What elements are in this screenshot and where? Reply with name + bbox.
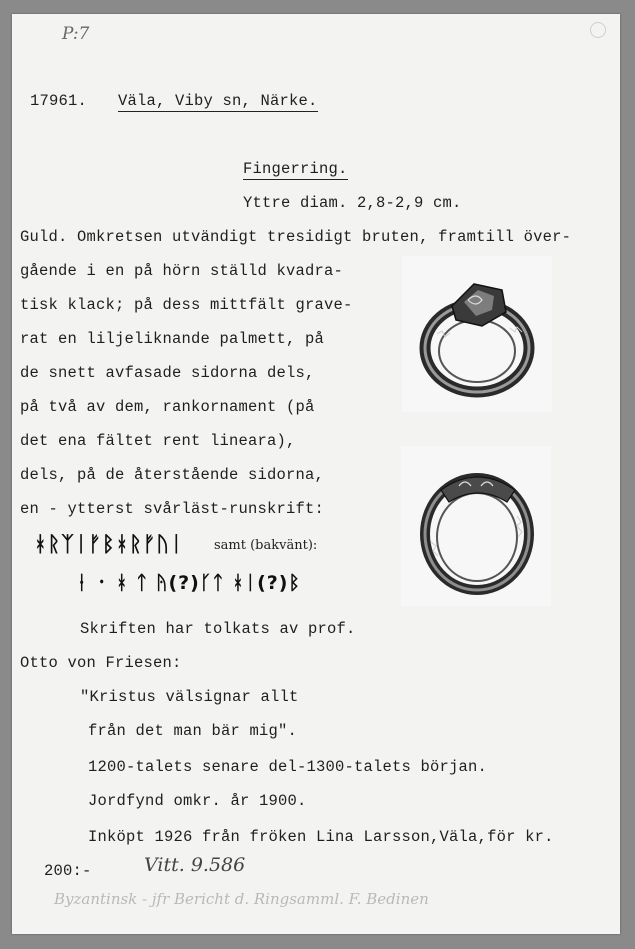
dating: 1200-talets senare del-1300-talets början. [88, 758, 488, 776]
description-line: Guld. Omkretsen utvändigt tresidigt bruten, framtill över- [20, 228, 572, 246]
punch-hole [590, 22, 606, 38]
rune-note: samt (bakvänt): [214, 538, 318, 553]
catalog-card [12, 14, 620, 934]
description-line: rat en liljeliknande palmett, på [20, 330, 325, 348]
catalog-number: 17961. [30, 92, 88, 110]
description-line: de snett avfasade sidorna dels, [20, 364, 315, 382]
ring-photo-front [402, 256, 552, 412]
acquisition: Inköpt 1926 från fröken Lina Larsson,Väla,för kr. [88, 828, 554, 846]
find-location: Väla, Viby sn, Närke. [118, 92, 318, 110]
description-line: det ena fältet rent lineara), [20, 432, 296, 450]
ring-photo-top [401, 446, 551, 606]
rune-inscription-2: ᚽ ᛫ ᚼ ᛏ ᚤ(?)ᚴᛏ ᚼᛁ(?)ᛒ [76, 572, 301, 594]
object-dimensions: Yttre diam. 2,8-2,9 cm. [243, 194, 462, 212]
object-title: Fingerring. [243, 160, 348, 178]
inscription-quote: från det man bär mig". [88, 722, 298, 740]
interpretation-text: Skriften har tolkats av prof. [80, 620, 356, 638]
inscription-quote: "Kristus välsignar allt [80, 688, 299, 706]
description-line: på två av dem, rankornament (på [20, 398, 315, 416]
rune-inscription-1: ᚼᚱᛉᛁᚠᛒᚼᚱᚠᚢᛁ [34, 532, 184, 556]
description-line: tisk klack; på dess mittfält grave- [20, 296, 353, 314]
find-circumstances: Jordfynd omkr. år 1900. [88, 792, 307, 810]
corner-mark: P:7 [62, 24, 90, 44]
description-line: en - ytterst svårläst-runskrift: [20, 500, 325, 518]
pencil-note: Byzantinsk - jfr Bericht d. Ringsamml. F. Bedinen [54, 890, 429, 908]
handwritten-reference: Vitt. 9.586 [144, 854, 246, 876]
description-line: gående i en på hörn ställd kvadra- [20, 262, 344, 280]
price: 200:- [44, 862, 92, 880]
ring-image [401, 446, 551, 606]
interpretation-text: Otto von Friesen: [20, 654, 182, 672]
description-line: dels, på de återstående sidorna, [20, 466, 325, 484]
ring-image [402, 256, 552, 412]
